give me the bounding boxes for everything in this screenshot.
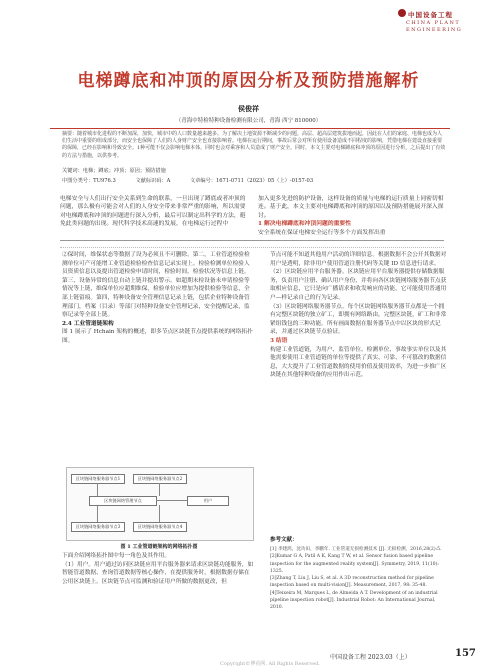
logo-cn: 中国设备工程 <box>408 11 453 19</box>
section1-title: 1 解决电梯蹲底和冲顶问题的重要性 <box>258 221 352 228</box>
journal-logo <box>398 4 493 42</box>
section1-text: 安全系统在保证电梯安全运行等多个方面发挥出重 <box>258 229 386 236</box>
divider <box>60 240 444 241</box>
left-column <box>62 251 254 346</box>
fig-link <box>159 483 160 496</box>
doc-code: 文献标识码：A <box>135 178 171 184</box>
divider-dotted <box>60 247 444 248</box>
intro-right-text: 加入更多先进的防护设备，这样设备的质量与电梯的运行质量上同密切相连。基于此，本文主要对电梯蹲底和冲顶的原因以及预防措施展开深入探讨。 <box>258 196 444 219</box>
keywords: 关键词：电梯；蹲底；冲顶；原因；预防措施 <box>62 168 166 174</box>
logo-en: CHINA PLANT ENGINEERING <box>406 20 463 33</box>
fig-link <box>97 483 98 496</box>
references-title: 参考文献： <box>270 537 298 543</box>
fig-box-user: 用户 <box>187 496 229 506</box>
fig-link <box>97 505 98 522</box>
fig-box-node4: 区块链网络服务器节点4 <box>133 522 187 532</box>
fig-box-node1: 区块链网络服务器节点1 <box>71 474 125 484</box>
footer-journal: 中国设备工程 2023.03（上） <box>330 654 411 661</box>
clc-number: 中图分类号：TU976.3 <box>62 178 116 184</box>
intro-right-column <box>258 195 444 237</box>
section3-title: 3 结语 <box>270 337 288 344</box>
fig-box-node2: 区块链网络服务器节点2 <box>133 474 187 484</box>
left-col-roles: 下面介绍网络拓扑图中每一角色及其作用。 （1）用户。用户通过访问区块链应用平台服务器来请求区块链功能服务，如智能管道数据、查询管道数据等核心操作，在提供服务时，根据数据存储在公用区块链上。区块链节点可监测和验证用户所做的数据更改，但 <box>62 553 254 585</box>
fig-link <box>159 505 160 522</box>
affiliation: （青海中特检特种设备检测有限公司，青海 西宁 810000） <box>175 118 322 124</box>
reference-item: [4]Teixeira M, Marques L, de Almeida A T. Development of an industrial pipeline inspection robot[J]. Industrial Robot: An International Journal, 2010. <box>270 590 438 611</box>
author: 侯俊祥 <box>238 104 259 113</box>
fig-link <box>156 500 187 501</box>
intro-paragraph: 电梯安全与人们出行安全关系到生命的联系，一旦出现了蹲底或者冲顶的问题，那么极有可能会对人们的人身安全带来非常严重的影响，所以需要对电梯蹲底和冲顶的问题进行深入分析，最后可以制定出科学的方法，避免此类问题的出现。现代科学技术高速的发展，在电梯运行过程中 <box>60 196 246 228</box>
reference-item: [3]Zhang T, Liu J, Liu S, et al. A 3D reconstruction method for pipeline inspection based on multi-vision[J]. Measurement, 2017, 98: 35-48. <box>270 576 434 589</box>
logo-mark-icon <box>398 9 406 17</box>
abstract: 摘要：随着城市化进程的不断加深，加快，城市中的人口数量越来越多。为了解决土地资源不断减少的问题，高层、超高层建筑拔地而起，因此在人们的家庭、电梯也成为人们生活中重要的组成部分，而安全也保障了人们的人身财产安全也直接影响着。电梯在运行期间，事故后常会对所有使用设备造成不同程度的影响，凭借电梯在建设直接重要的保障，已经在影响和导致安全。1种可能不仅会影响电梯本体，同时也会对乘客和人员造成了财产安全。同时，本文主要对电梯蹲底和冲顶的原因进行分析，之后提出了有效的方法与措施，以供参考。 <box>62 131 446 159</box>
section3-text: 构建工业管道链，为用户、监管单位、检测单位、事故事实单位以及其他需要使用工业管道链的单位等提供了真实、可靠、不可篡改的数据信息，大大提升了工业管道数据的使用价值及使用效率，为进一步推广区块链在其他特种设备的应用作出示范。 <box>270 346 447 379</box>
fig-box-manage-node: 区块链网络管理节点 <box>89 496 157 506</box>
right-col-text: 节点可能不知道其他用户活动的详细信息。根据数据不会公开其数据对用户是透明，除非用户使用管道注册代码等关键 ID 信息进行请求。 （2）区块链应用平台服务器。区块链应用平台服务器提供存储数据服务，负责用户注册、确认用户身份，并将向各区块链网络服务器节点获取相应信息，它只是向广播请求和收发响应的功能，它可能使用普通用户—样记录自己的行为记录。 （3）区块链网络服务器节点。每个区块链网络服务器节点都是一个拥有完整区块链的独立矿工，即拥有网络路由，完整区块链，矿工和非常紧组钱包的三种功能。所有画面数据在服务器节点中以区块的形式记录，并通过区块链节点验证。 <box>270 252 447 336</box>
right-column <box>270 251 448 380</box>
fig-box-node3: 区块链网络服务器节点3 <box>71 522 125 532</box>
article-number: 文章编号：1671-0711（2023）05（上）-0157-03 <box>190 178 314 184</box>
references-list <box>270 546 448 612</box>
left-col-figure-intro: 图 1 展示了 Hchain 架构的概述，即多节点区块链节点提供系统的网络拓扑图。 <box>62 329 253 344</box>
article-title: 电梯蹲底和冲顶的原因分析及预防措施解析 <box>77 71 420 91</box>
reference-item: [1] 李建鸿，沈功田，李鹏年. 工业管道无损检测技术 [J]. 无损检测，2016,28(2):5. <box>270 547 442 552</box>
figure-caption: 图 1 工业管道链架构的网络拓扑图 <box>120 544 198 550</box>
page-number: 157 <box>455 648 476 659</box>
reference-item: [2]Kumar G A, Patil A K, Kang T W, et al. Sensor fusion based pipeline inspection for the augmented reality system[J]. Symmetry, 2019, 11(10): 1325. <box>270 554 439 574</box>
watermark: Copyright©博看网. All Rights Reserved. <box>220 661 321 667</box>
left-col-text: ②保时间，维保状态等数据了设为必须且不可删除。第二，工业管道检验检测单位可产可能增工业管道检验检查信息记录实现上。检验检测单位检验人员资质信息以及提出管道检验申请时间，检验时间，检验状况等信息上链。第三，设备异常的信息自动上链并提出警示。如超期未检设备未申请检验等情况等上链，维保单位应超期维保，检验单位应增加为提供检验等信息，全部上链留痕。第四，特种设备安全管理信息记录上链，包括企业特种设备管理部门，档案（目录）等部门对特种设备安全管理记录，安全提醒记录，监察记录等全部上链。 <box>62 252 250 319</box>
classification-line <box>62 177 446 184</box>
network-topology-figure <box>66 467 254 541</box>
section-2-4-title: 2.4 工业管道链架构 <box>62 320 114 327</box>
